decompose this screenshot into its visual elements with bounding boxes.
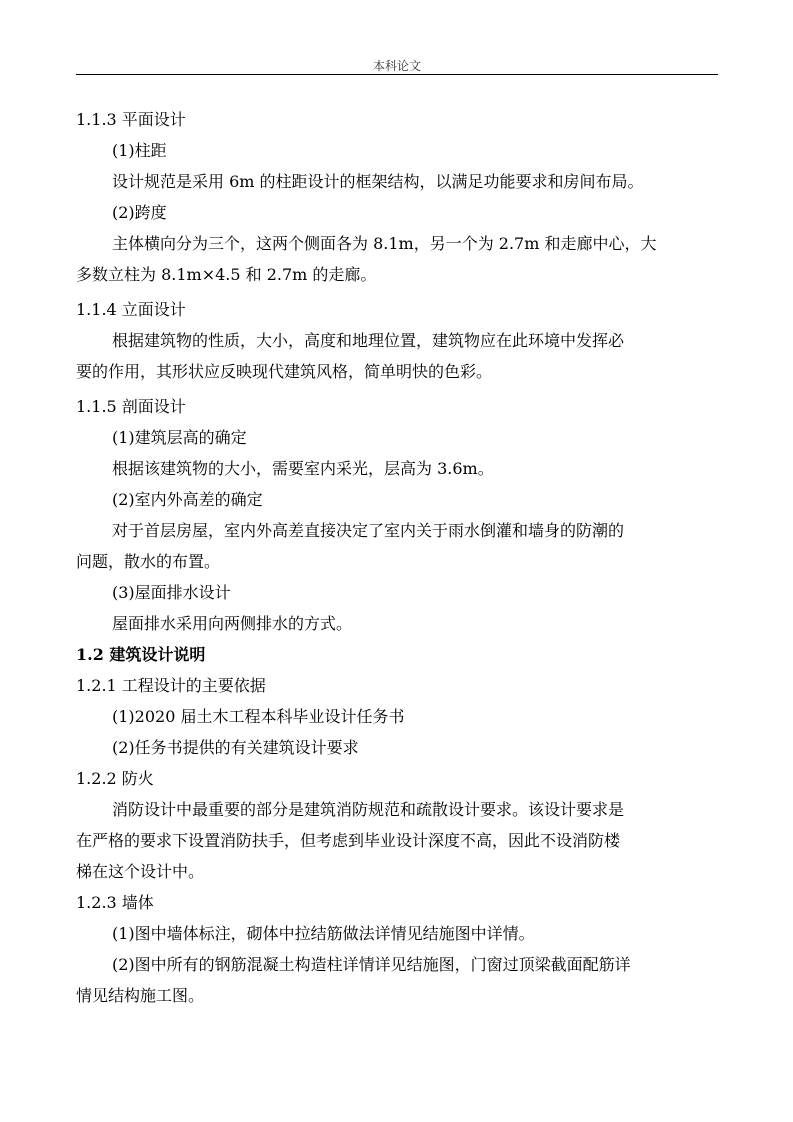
paragraph-line: 主体横向分为三个，这两个侧面各为 8.1m，另一个为 2.7m 和走廊中心，大	[112, 234, 657, 253]
paragraph-line: 要的作用，其形状应反映现代建筑风格，简单明快的色彩。	[76, 362, 493, 381]
section-heading: 1.1.5 剖面设计	[76, 397, 186, 416]
paragraph-line: (2)任务书提供的有关建筑设计要求	[112, 738, 359, 757]
paragraph-line: (1)图中墙体标注，砌体中拉结筋做法详情见结施图中详情。	[112, 924, 535, 943]
paragraph-line: (2)图中所有的钢筋混凝土构造柱详情详见结施图，门窗过顶梁截面配筋详	[112, 955, 631, 974]
paragraph-line: 根据建筑物的性质，大小，高度和地理位置，建筑物应在此环境中发挥必	[112, 331, 625, 350]
paragraph-line: 问题，散水的布置。	[76, 552, 221, 571]
paragraph-line: 情见结构施工图。	[76, 986, 205, 1005]
section-heading: 1.1.3 平面设计	[76, 110, 186, 129]
paragraph-line: 在严格的要求下设置消防扶手，但考虑到毕业设计深度不高，因此不设消防楼	[76, 831, 621, 850]
paragraph-line: (1)建筑层高的确定	[112, 428, 247, 447]
section-heading: 1.1.4 立面设计	[76, 300, 186, 319]
paragraph-line: 根据该建筑物的大小，需要室内采光，层高为 3.6m。	[112, 459, 494, 478]
page-header	[76, 55, 718, 75]
paragraph-line: 屋面排水采用向两侧排水的方式。	[112, 614, 353, 633]
paragraph-line: (1)柱距	[112, 141, 167, 160]
paragraph-line: (2)室内外高差的确定	[112, 490, 263, 509]
header-title: 本科论文	[372, 59, 421, 73]
paragraph-line: (1)2020 届土木工程本科毕业设计任务书	[112, 707, 405, 726]
paragraph-line: 对于首层房屋，室内外高差直接决定了室内关于雨水倒灌和墙身的防潮的	[112, 521, 625, 540]
paragraph-line: 1.2.1 工程设计的主要依据	[76, 676, 266, 695]
document-body	[76, 100, 718, 1011]
paragraph-line: 设计规范是采用 6m 的柱距设计的框架结构，以满足功能要求和房间布局。	[112, 172, 644, 191]
section-heading: 1.2 建筑设计说明	[76, 645, 206, 664]
paragraph-line: 1.2.2 防火	[76, 769, 154, 788]
paragraph-line: (3)屋面排水设计	[112, 583, 231, 602]
paragraph-line: 梯在这个设计中。	[76, 862, 205, 881]
paragraph-line: 消防设计中最重要的部分是建筑消防规范和疏散设计要求。该设计要求是	[112, 800, 625, 819]
paragraph-line: 1.2.3 墙体	[76, 893, 154, 912]
paragraph-line: (2)跨度	[112, 203, 167, 222]
paragraph-line: 多数立柱为 8.1m×4.5 和 2.7m 的走廊。	[76, 265, 377, 284]
